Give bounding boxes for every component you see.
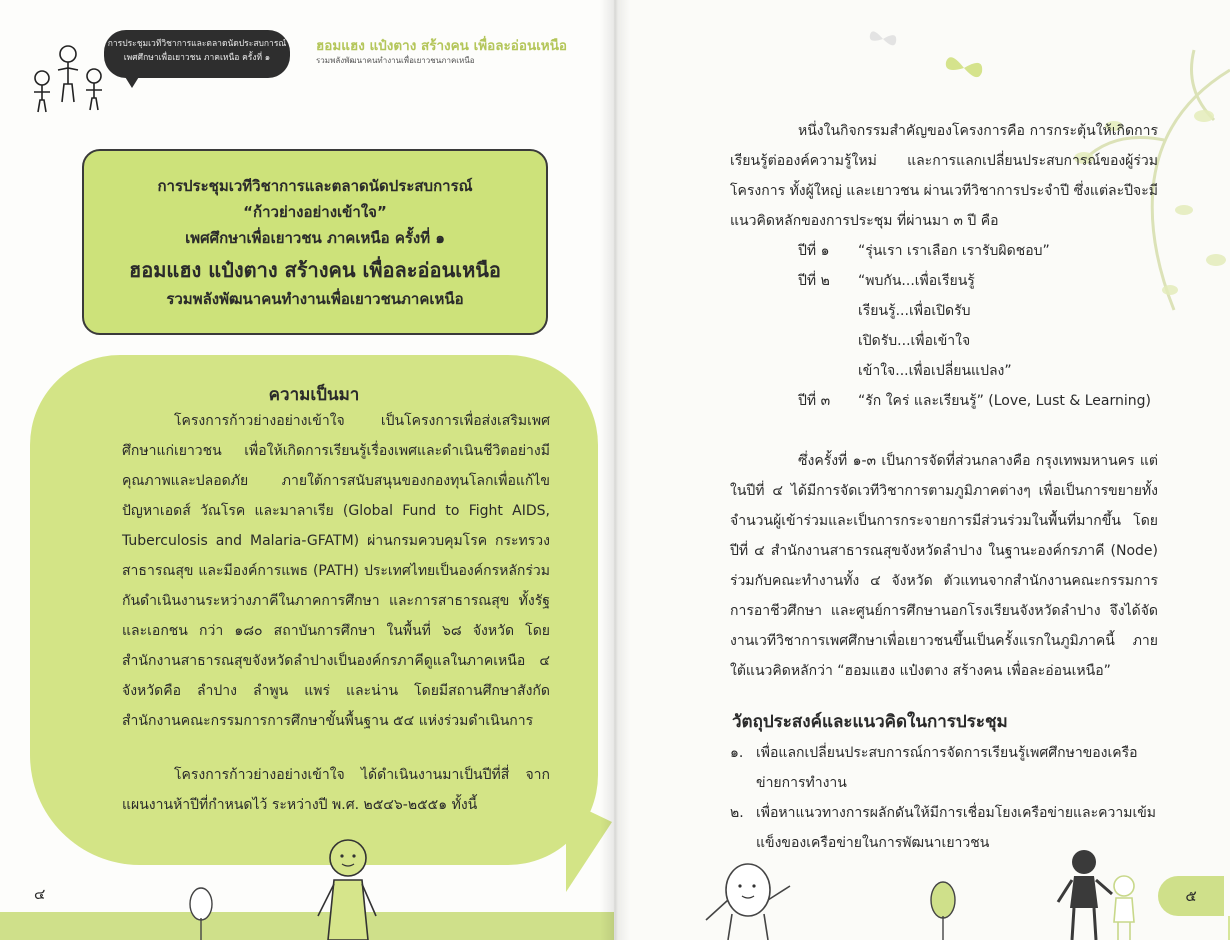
waving-figure-icon [698,860,794,940]
right-body [730,116,1158,686]
year-item [730,266,1158,296]
year-theme-line: “รุ่นเรา เราเลือก เรารับผิดชอบ” [858,243,1050,259]
objective-number: ๒. [730,805,744,821]
year-item [730,386,1158,446]
objective-number: ๑. [730,745,744,761]
book-gutter-shadow [600,0,630,940]
header-subtitle: รวมพลังพัฒนาคนทำงานเพื่อเยาวชนภาคเหนือ [316,56,475,65]
history-paragraph-2: โครงการก้าวย่างอย่างเข้าใจ ได้ดำเนินงานมาเป็นปีที่สี่ จากแผนงานห้าปีที่กำหนดไว้ ระหว่างปี พ.ศ. ๒๕๔๖-๒๕๕๑ ทั้งนี้ [122,767,550,813]
year-theme-line: เข้าใจ...เพื่อเปลี่ยนแปลง” [858,363,1012,379]
child-figure-icon [312,836,382,940]
header-bubble-line2: เพศศึกษาเพื่อเยาวชน ภาคเหนือ ครั้งที่ ๑ [123,53,271,63]
conference-title-box [82,149,548,335]
objective-item [730,738,1160,798]
title-line4: ฮอมแฮง แป๋งตาง สร้างคน เพื่อละอ่อนเหนือ [129,258,501,282]
year-theme-line: “รัก ใคร่ และเรียนรู้” (Love, Lust & Learning) [858,393,1151,409]
tree-icon [186,886,216,940]
title-line5: รวมพลังพัฒนาคนทำงานเพื่อเยาวชนภาคเหนือ [166,290,464,308]
year-theme-line: “พบกัน...เพื่อเรียนรู้ [858,273,975,289]
tree-icon [928,880,958,940]
header-bubble-tail [122,72,142,88]
header-title: ฮอมแฮง แป๋งตาง สร้างคน เพื่อละอ่อนเหนือ [316,38,568,54]
year-label: ปีที่ ๑ [798,243,830,259]
children-doodle-icon [26,40,110,114]
year-theme-continued [730,326,1158,356]
objective-text: เพื่อแลกเปลี่ยนประสบการณ์การจัดการเรียนรู้เพศศึกษาของเครือข่ายการทำงาน [756,745,1138,791]
objectives-heading: วัตถุประสงค์และแนวคิดในการประชุม [732,712,1008,732]
title-line3: เพศศึกษาเพื่อเยาวชน ภาคเหนือ ครั้งที่ ๑ [185,229,445,247]
history-body [122,406,550,820]
right-paragraph-2: ซึ่งครั้งที่ ๑-๓ เป็นการจัดที่ส่วนกลางคือ กรุงเทพมหานคร แต่ในปีที่ ๔ ได้มีการจัดเวทีวิชาการตามภูมิภาคต่างๆ เพื่อเป็นการขยายทั้งจำนวนผู้เข้าร่วมและเป็นการกระจายการมีส่วนร่วมในพื้นที่มากขึ้น โดยปีที่ ๔ สำนักงานสาธารณสุขจังหวัดลำปาง ในฐานะองค์กรภาคี (Node) ร่วมกับคณะทำงานทั้ง ๔ จังหวัด ตัวแทนจากสำนักงานคณะกรรมการการอาชีวศึกษา และศูนย์การศึกษานอกโรงเรียนจังหวัดลำปาง จึงได้จัดงานเวทีวิชาการเพศศึกษาเพื่อเยาวชนขึ้นเป็นครั้งแรกในภูมิภาคนี้ ภายใต้แนวคิดหลักว่า “ฮอมแฮง แป๋งตาง สร้างคน เพื่อละอ่อนเหนือ” [730,453,1158,679]
title-line1: การประชุมเวทีวิชาการและตลาดนัดประสบการณ์ [157,177,473,195]
year-label: ปีที่ ๒ [798,273,830,289]
objective-item [730,798,1160,858]
year-label: ปีที่ ๓ [798,393,831,409]
right-paragraph-1: หนึ่งในกิจกรรมสำคัญของโครงการคือ การกระตุ้นให้เกิดการเรียนรู้ต่อองค์ความรู้ใหม่ และการแลกเปลี่ยนประสบการณ์ของผู้ร่วมโครงการ ทั้งผู้ใหญ่ และเยาวชน ผ่านเวทีวิชาการประจำปี ซึ่งแต่ละปีจะมีแนวคิดหลักของการประชุม ที่ผ่านมา ๓ ปี คือ [730,123,1158,229]
year-item [730,236,1158,266]
butterfly-icon [868,26,898,52]
history-heading: ความเป็นมา [268,385,360,405]
page-number-left: ๔ [34,885,46,903]
header-series-bubble [104,30,290,78]
objectives-list [730,738,1160,858]
butterfly-icon [944,50,984,86]
grass-strip [0,912,614,940]
left-page [0,0,614,940]
year-theme-line: เปิดรับ...เพื่อเข้าใจ [858,333,971,349]
header-bubble-line1: การประชุมเวทีวิชาการและตลาดนัดประสบการณ์ [107,39,287,49]
year-theme-continued [730,296,1158,326]
title-line2: “ก้าวย่างอย่างเข้าใจ” [243,203,387,221]
page-number-right: ๕ [1158,876,1224,916]
objective-text: เพื่อหาแนวทางการผลักดันให้มีการเชื่อมโยงเครือข่ายและความเข้มแข็งของเครือข่ายในการพัฒนาเยาวชน [756,805,1157,851]
history-paragraph-1: โครงการก้าวย่างอย่างเข้าใจ เป็นโครงการเพื่อส่งเสริมเพศศึกษาแก่เยาวชน เพื่อให้เกิดการเรียนรู้เรื่องเพศและดำเนินชีวิตอย่างมีคุณภาพและปลอดภัย ภายใต้การสนับสนุนของกองทุนโลกเพื่อแก้ไขปัญหาเอดส์ วัณโรค และมาลาเรีย (Global Fund to Fight AIDS, Tuberculosis and Malaria-GFATM) ผ่านกรมควบคุมโรค กระทรวงสาธารณสุข และมีองค์การแพธ (PATH) ประเทศไทยเป็นองค์กรหลักร่วมกันดำเนินงานระหว่างภาคีในภาคการศึกษา และการสาธารณสุข ทั้งรัฐและเอกชน กว่า ๑๘๐ สถาบันการศึกษา ในพื้นที่ ๖๘ จังหวัด โดยสำนักงานสาธารณสุขจังหวัดลำปางเป็นองค์กรภาคีดูแลในภาคเหนือ ๔ จังหวัดคือ ลำปาง ลำพูน แพร่ และน่าน โดยมีสถานศึกษาสังกัดสำนักงานคณะกรรมการการศึกษาขั้นพื้นฐาน ๕๔ แห่งร่วมดำเนินการ [122,413,550,729]
year-theme-continued [730,356,1158,386]
year-theme-line: เรียนรู้...เพื่อเปิดรับ [858,303,971,319]
